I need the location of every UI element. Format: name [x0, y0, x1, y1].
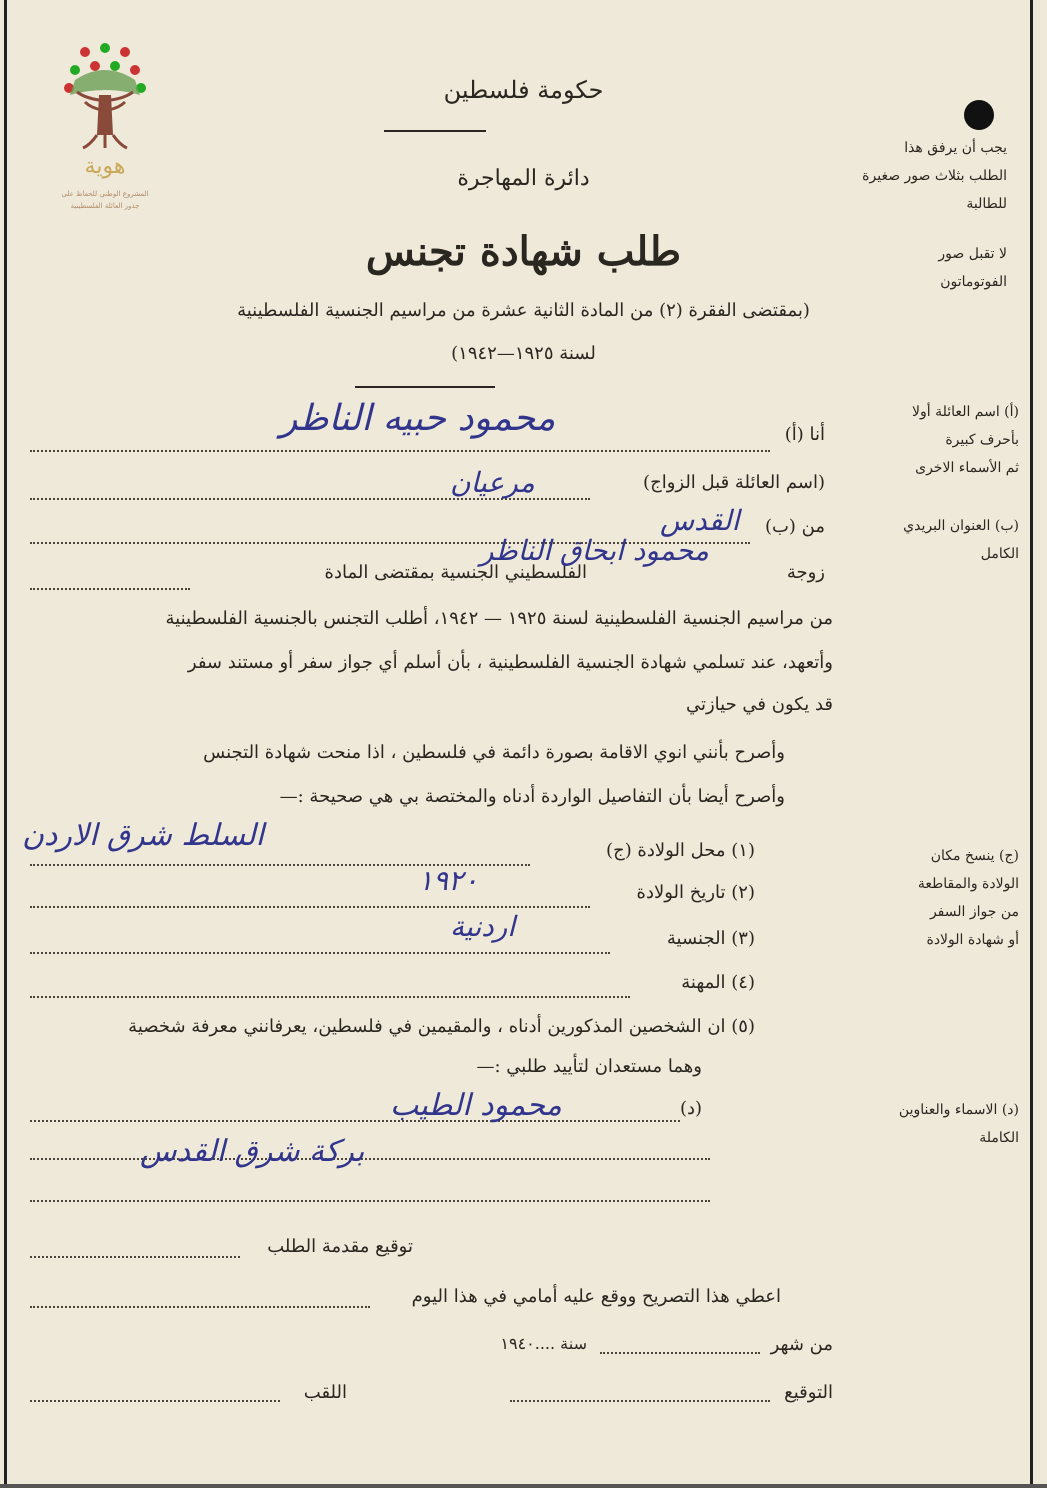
- sign-label: التوقيع: [784, 1382, 833, 1403]
- year-label: سنة ....١٩٤٠: [500, 1334, 587, 1353]
- body-line-5: وأصرح أيضا بأن التفاصيل الواردة أدناه والمختصة بي هي صحيحة :—: [279, 786, 785, 807]
- department-heading: دائرة المهاجرة: [457, 166, 590, 191]
- logo-caption-2: جذور العائلة الفلسطينية: [70, 202, 140, 210]
- left-border: [4, 0, 7, 1488]
- side-note-no-photo-2: الفوتوماتون: [940, 274, 1007, 290]
- form-title: طلب شهادة تجنس: [365, 228, 682, 275]
- side-note-photo-1: يجب أن يرفق هذا: [904, 140, 1007, 156]
- side-note-no-photo-1: لا تقبل صور: [938, 246, 1007, 262]
- handwritten-name: محمود حبيه الناظر: [280, 398, 556, 439]
- handwritten-nationality: اردنية: [450, 910, 516, 943]
- punch-hole: [964, 100, 994, 130]
- side-note-c: [918, 842, 1019, 954]
- handwritten-birthdate: ١٩٢٠: [418, 864, 479, 897]
- name-line: [30, 450, 770, 452]
- wife-line: [30, 588, 190, 590]
- handwritten-maiden: مرعيان: [450, 466, 535, 499]
- bottom-border: [0, 1484, 1047, 1488]
- side-note-a-3: ثم الأسماء الاخرى: [915, 460, 1019, 476]
- body-line-2: وأتعهد، عند تسلمي شهادة الجنسية الفلسطينية ، بأن أسلم أي جواز سفر أو مستند سفر: [187, 652, 833, 673]
- side-note-d-1: (د) الاسماء والعناوين: [898, 1102, 1019, 1118]
- handwritten-reference-2: بركة شرق القدس: [140, 1134, 365, 1169]
- label-from: من (ب): [764, 516, 825, 537]
- side-note-d-2: الكاملة: [979, 1130, 1019, 1146]
- side-note-b-1: (ب) العنوان البريدي: [903, 518, 1019, 534]
- side-note-no-photomaton: [938, 240, 1007, 296]
- side-note-c-1: (ج) ينسخ مكان: [930, 848, 1019, 864]
- item-d-label: (د): [679, 1098, 702, 1119]
- title-label: اللقب: [303, 1382, 347, 1403]
- month-label: من شهر: [770, 1334, 833, 1355]
- side-note-photos: [862, 134, 1007, 218]
- reference-line-3: [30, 1200, 710, 1202]
- handwritten-address: القدس: [660, 504, 740, 537]
- side-note-a-1: (أ) اسم العائلة أولا: [912, 404, 1019, 420]
- item-references: (٥) ان الشخصين المذكورين أدناه ، والمقيمين في فلسطين، يعرفانني معرفة شخصية: [128, 1016, 755, 1037]
- month-line: [600, 1352, 760, 1354]
- side-note-b-2: الكامل: [980, 546, 1019, 562]
- side-note-c-3: من جواز السفر: [929, 904, 1019, 920]
- logo-caption-1: المشروع الوطني للحفاظ على: [61, 190, 149, 198]
- right-border: [1030, 0, 1033, 1488]
- label-wife: زوجة: [786, 562, 825, 583]
- declaration-line: [30, 1306, 370, 1308]
- sign-line: [510, 1400, 770, 1402]
- side-note-photo-3: للطالبة: [966, 196, 1007, 212]
- reference-line-2: [30, 1158, 710, 1160]
- birthdate-line: [30, 906, 590, 908]
- title-line: [30, 1400, 280, 1402]
- side-note-a: [912, 398, 1019, 482]
- logo-name: هوية: [84, 154, 126, 179]
- side-note-c-2: الولادة والمقاطعة: [917, 876, 1019, 892]
- item-birthdate: (٢) تاريخ الولادة: [636, 882, 755, 903]
- label-name: أنا (أ): [784, 424, 825, 445]
- handwritten-reference-1: محمود الطيب: [390, 1088, 562, 1123]
- handwritten-birthplace: السلط شرق الاردن: [22, 818, 265, 853]
- item-profession: (٤) المهنة: [681, 972, 755, 993]
- item-nationality: (٣) الجنسية: [666, 928, 755, 949]
- body-line-3: قد يكون في حيازتي: [685, 694, 833, 715]
- form-years: لسنة ١٩٢٥—١٩٤٢): [451, 343, 596, 364]
- form-subtitle: (بمقتضى الفقرة (٢) من المادة الثانية عشرة من مراسيم الجنسية الفلسطينية: [237, 300, 810, 321]
- body-line-1: من مراسيم الجنسية الفلسطينية لسنة ١٩٢٥ — ١٩٤٢، أطلب التجنس بالجنسية الفلسطينية: [165, 608, 833, 629]
- side-note-b: [903, 512, 1019, 568]
- side-note-c-4: أو شهادة الولادة: [926, 932, 1019, 948]
- nationality-line: [30, 952, 610, 954]
- label-wife-nationality: الفلسطيني الجنسية بمقتضى المادة: [324, 562, 587, 583]
- handwritten-husband: محمود ابحاق الناظر: [480, 534, 709, 567]
- header-rule-2: [355, 386, 495, 388]
- declaration-text: اعطي هذا التصريح ووقع عليه أمامي في هذا اليوم: [411, 1286, 781, 1307]
- side-note-a-2: بأحرف كبيرة: [945, 432, 1019, 448]
- reference-line-1: [30, 1120, 680, 1122]
- side-note-d: [899, 1096, 1019, 1152]
- government-heading: حكومة فلسطين: [443, 76, 604, 104]
- side-note-photo-2: الطلب بثلاث صور صغيرة: [862, 168, 1007, 184]
- signature-line: [30, 1256, 240, 1258]
- signature-label: توقيع مقدمة الطلب: [267, 1236, 413, 1257]
- hawiya-logo: [55, 40, 155, 230]
- item-references-cont: وهما مستعدان لتأييد طلبي :—: [476, 1056, 702, 1077]
- profession-line: [30, 996, 630, 998]
- item-birthplace: (١) محل الولادة (ج): [606, 840, 755, 861]
- body-line-4: وأصرح بأنني انوي الاقامة بصورة دائمة في فلسطين ، اذا منحت شهادة التجنس: [203, 742, 785, 763]
- label-maiden: (اسم العائلة قبل الزواج): [643, 472, 825, 493]
- header-rule-1: [384, 130, 486, 132]
